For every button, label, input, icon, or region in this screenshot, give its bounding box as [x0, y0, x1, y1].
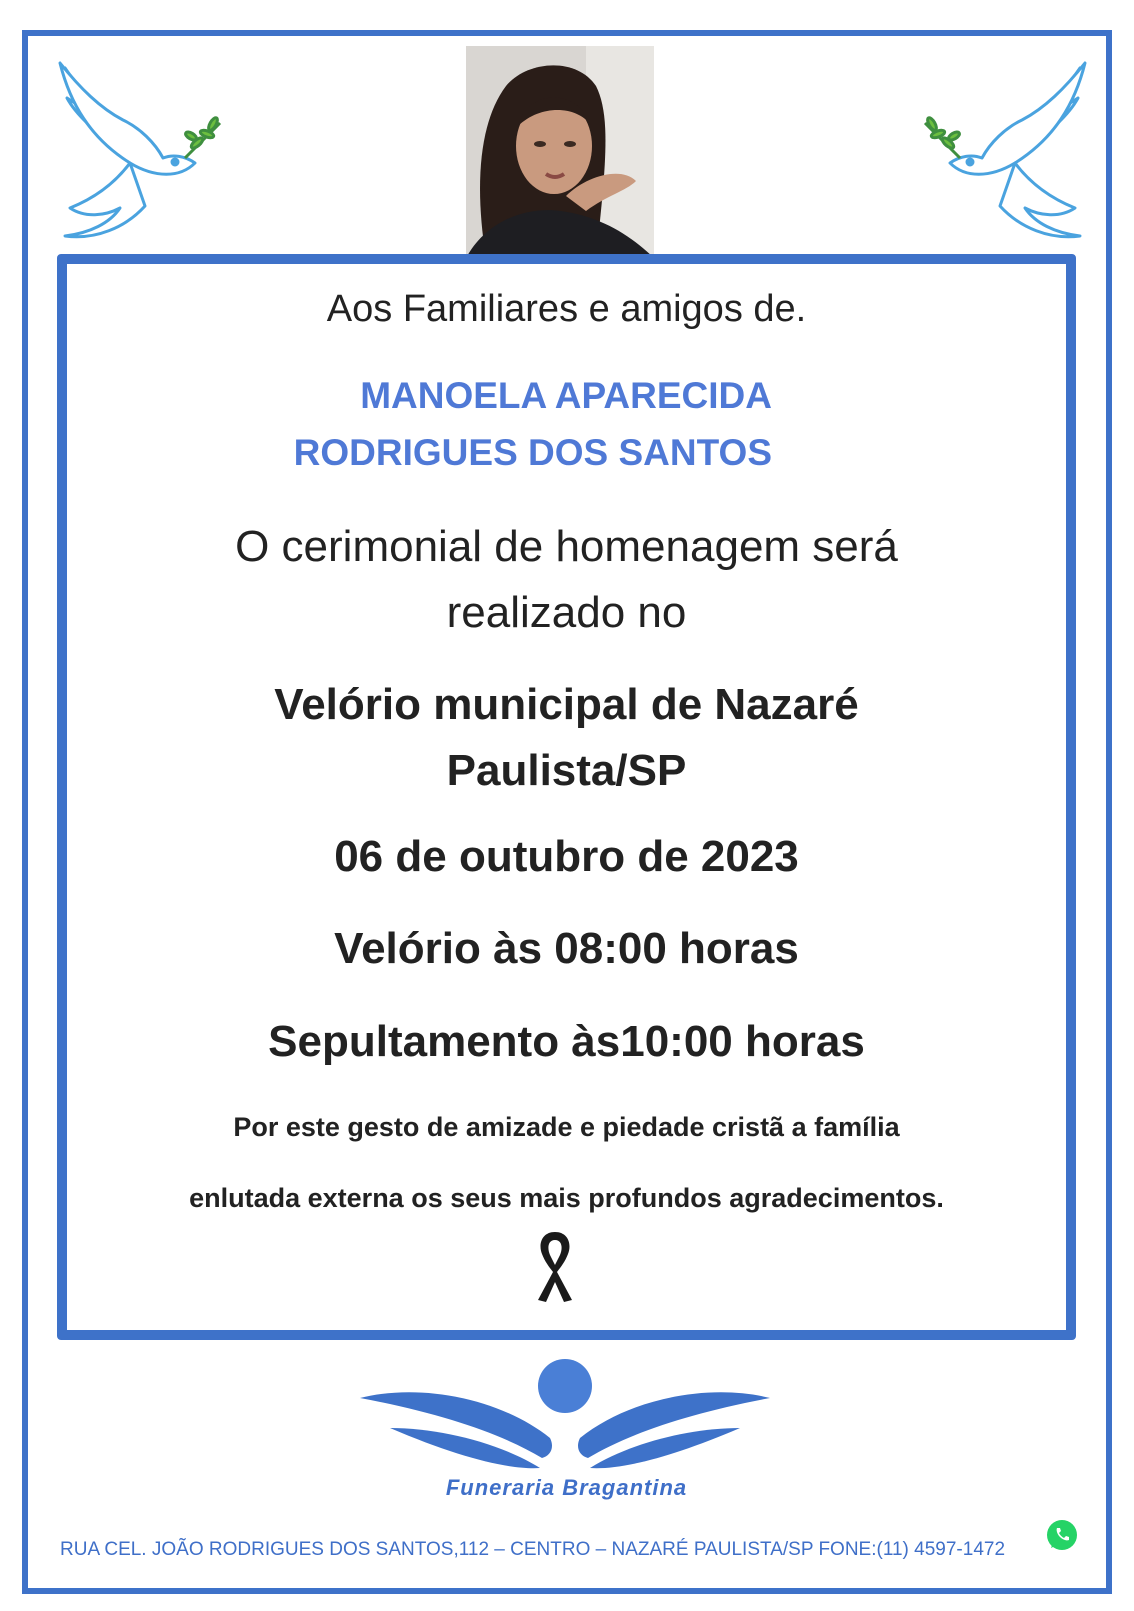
burial-time: Sepultamento às10:00 horas — [268, 1017, 865, 1066]
thanks-line-2: enlutada externa os seus mais profundos agradecimentos. — [189, 1183, 944, 1213]
deceased-name-line-1: MANOELA APARECIDA — [360, 375, 772, 416]
funeral-home-logo — [360, 1358, 770, 1488]
venue-line-1: Velório municipal de Nazaré — [274, 680, 859, 729]
wake-time: Velório às 08:00 horas — [334, 924, 799, 973]
dove-icon — [920, 58, 1100, 243]
whatsapp-icon — [1045, 1518, 1079, 1552]
greeting-text: Aos Familiares e amigos de. — [326, 288, 807, 330]
deceased-name-line-2: RODRIGUES DOS SANTOS — [293, 432, 772, 473]
ceremony-date: 06 de outubro de 2023 — [334, 832, 799, 881]
ceremony-text — [57, 514, 1076, 646]
dove-icon — [45, 58, 225, 243]
funeral-home-name: Funeraria Bragantina — [445, 1475, 688, 1500]
venue-text — [57, 672, 1076, 804]
portrait-photo — [466, 46, 654, 258]
venue-line-2: Paulista/SP — [446, 746, 687, 795]
ceremony-line-2: realizado no — [446, 588, 687, 637]
ceremony-line-1: O cerimonial de homenagem será — [235, 522, 898, 571]
funeral-home-address: RUA CEL. JOÃO RODRIGUES DOS SANTOS,112 – CENTRO – NAZARÉ PAULISTA/SP FONE:(11) 4597-1472 — [60, 1539, 1006, 1560]
thanks-line-1: Por este gesto de amizade e piedade cristã a família — [233, 1112, 900, 1142]
mourning-ribbon-icon — [530, 1228, 580, 1304]
